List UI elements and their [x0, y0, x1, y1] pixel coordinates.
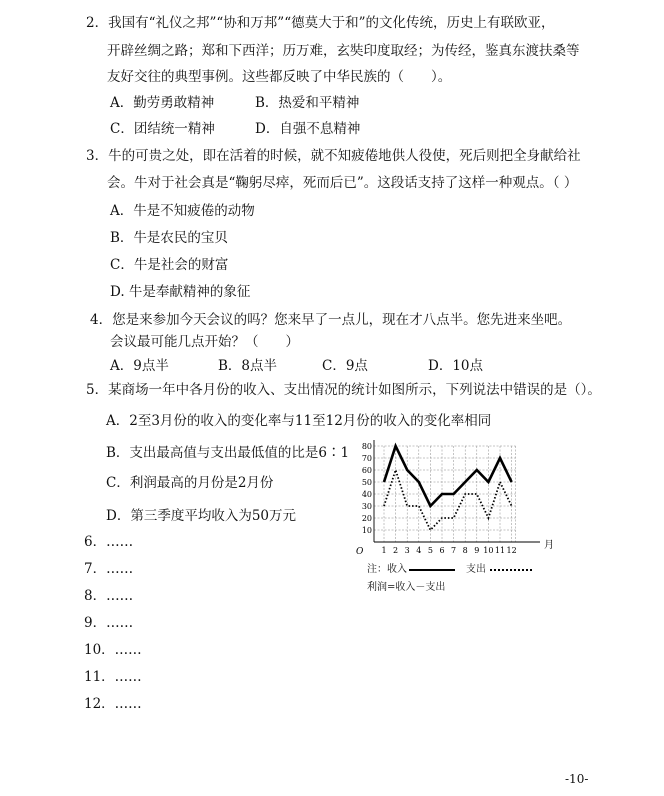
q4-line-2: 会议最可能几点开始？（ ）: [110, 334, 299, 350]
y-tick-label: 70: [361, 454, 372, 463]
profit-formula: 利润=收入－支出: [367, 582, 446, 593]
y-tick-label: 30: [361, 502, 372, 511]
q2-option-b: B．热爱和平精神: [255, 95, 360, 111]
legend-income-swatch: [409, 569, 455, 571]
x-tick-label: 3: [404, 546, 410, 555]
placeholder-q9: 9．……: [84, 615, 134, 631]
q4-option-b: B．8点半: [218, 358, 278, 374]
y-tick-label: 40: [361, 490, 372, 499]
q5-line-1: 5．某商场一年中各月份的收入、支出情况的统计如图所示，下列说法中错误的是（）。: [86, 382, 601, 398]
placeholder-q11: 11．……: [84, 669, 142, 685]
x-tick-label: 1: [381, 546, 387, 555]
q4-option-a: A．9点半: [110, 358, 169, 374]
income-series-line: [384, 446, 512, 506]
expense-series-line: [384, 470, 512, 530]
x-axis-label: 月: [544, 540, 554, 551]
q5-option-c: C．利润最高的月份是2月份: [106, 475, 274, 491]
q3-option-c: C．牛是社会的财富: [110, 257, 229, 273]
q3-option-a: A．牛是不知疲倦的动物: [110, 203, 255, 219]
q4-line-1: 4．您是来参加今天会议的吗？您来早了一点儿，现在才八点半。您先进来坐吧。: [90, 312, 572, 328]
q5-option-b: B．支出最高值与支出最低值的比是6∶1: [106, 445, 350, 461]
x-tick-label: 10: [483, 546, 494, 555]
y-tick-label: 10: [361, 526, 372, 535]
x-tick-label: 11: [494, 546, 506, 555]
legend-income: [367, 560, 455, 575]
placeholder-q8: 8．……: [84, 588, 134, 604]
chart-lines: [384, 446, 512, 530]
q3-line-2: 会。牛对于社会真是“鞠躬尽瘁，死而后已”。这段话支持了这样一种观点。（ ）: [107, 175, 578, 191]
x-tick-label: 2: [393, 546, 399, 555]
q4-option-c: C．9点: [322, 358, 368, 374]
x-tick-label: 5: [427, 546, 433, 555]
q4-option-d: D．10点: [428, 358, 484, 374]
q5-option-d: D．第三季度平均收入为50万元: [106, 508, 297, 524]
placeholder-q10: 10．……: [84, 642, 142, 658]
x-tick-label: 12: [506, 546, 517, 555]
q3-option-d: D. 牛是奉献精神的象征: [110, 284, 251, 300]
origin-label: O: [356, 547, 364, 557]
x-tick-label: 9: [474, 546, 480, 555]
y-tick-label: 60: [361, 466, 372, 475]
q3-option-b: B．牛是农民的宝贝: [110, 230, 228, 246]
placeholder-q12: 12．……: [84, 696, 142, 712]
placeholder-q7: 7．……: [84, 561, 134, 577]
q2-line-3: 友好交往的典型事例。这些都反映了中华民族的（ ）。: [107, 69, 452, 85]
q2-line-1: 2．我国有“礼仪之邦”“协和万邦”“德莫大于和”的文化传统，历史上有联欧亚，: [86, 15, 555, 31]
legend-expense: [466, 560, 532, 575]
q3-line-1: 3．牛的可贵之处，即在活着的时候，就不知疲倦地供人役使，死后则把全身献给社: [86, 148, 581, 164]
placeholder-q6: 6．……: [84, 534, 134, 550]
q2-option-a: A．勤劳勇敢精神: [110, 95, 215, 111]
legend-expense-swatch: [490, 569, 532, 571]
x-tick-label: 4: [416, 546, 422, 555]
x-tick-label: 8: [462, 546, 468, 555]
legend-prefix: 注：: [367, 564, 387, 575]
x-tick-label: 6: [439, 546, 445, 555]
legend-expense-label: 支出: [466, 564, 486, 575]
y-tick-label: 80: [361, 442, 372, 451]
x-tick-label: 7: [451, 546, 457, 555]
q5-option-a: A．2至3月份的收入的变化率与11至12月份的收入的变化率相同: [106, 413, 492, 429]
page-number: -10-: [565, 772, 589, 786]
legend-income-label: 收入: [387, 564, 407, 575]
q2-line-2: 开辟丝绸之路；郑和下西洋；历万难，玄奘印度取经；为传经，鉴真东渡扶桑等: [107, 43, 580, 59]
q2-option-d: D．自强不息精神: [255, 121, 361, 137]
y-tick-label: 20: [361, 514, 372, 523]
y-tick-label: 50: [361, 478, 372, 487]
q2-option-c: C．团结统一精神: [110, 121, 215, 137]
